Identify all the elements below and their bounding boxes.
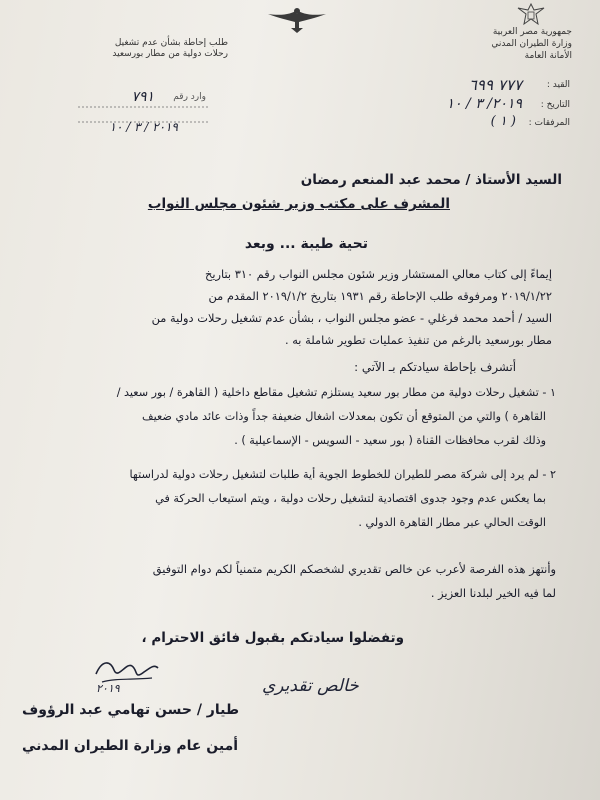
attachments-value: ( ١ ): [490, 114, 516, 129]
point-2-line: الوقت الحالي عبر مطار القاهرة الدولي .: [358, 516, 546, 529]
ministry-block: [491, 26, 572, 62]
point-1-line: القاهرة ) والتي من المتوقع أن تكون بمعدلات اشغال ضعيفة جداً وذات عائد مادي ضعيف: [142, 410, 546, 423]
closing-line: وأنتهز هذه الفرصة لأعرب عن خالص تقديري لشخصكم الكريم متمنياً لكم دوام التوفيق: [152, 562, 556, 576]
subject-line: طلب إحاطة بشأن عدم تشغيل: [114, 38, 228, 48]
point-2-line: ٢ - لم يرد إلى شركة مصر للطيران للخطوط الجوية أية طلبات لتشغيل رحلات دولية لدراستها: [129, 468, 556, 481]
subject-block: [68, 38, 228, 60]
subject-line: رحلات دولية من مطار بورسعيد: [112, 49, 228, 59]
attachments-label: المرفقات :: [528, 118, 570, 128]
intro-line: السيد / أحمد محمد فرغلي - عضو مجلس النواب ، بشأن عدم تشغيل رحلات دولية من: [151, 311, 552, 325]
ministry-line: جمهورية مصر العربية: [492, 27, 572, 37]
point-1-line: ١ - تشغيل رحلات دولية من مطار بور سعيد يستلزم تشغيل مقاطع داخلية ( القاهرة / بور سعيد /: [116, 386, 556, 399]
date-label: التاريخ :: [540, 100, 570, 110]
ministry-line: الأمانة العامة: [524, 51, 572, 61]
issue-label: القيد :: [546, 80, 570, 90]
recipient-position: المشرف على مكتب وزير شئون مجلس النواب: [147, 196, 450, 212]
signature-date: ٢٠١٩: [96, 682, 120, 695]
incoming-label: وارد رقم: [173, 92, 206, 102]
republic-eagle-icon: [516, 2, 546, 26]
regards-line: وتفضلوا سيادتكم بقبول فائق الاحترام ،: [141, 630, 404, 646]
intro-line: مطار بورسعيد بالرغم من تنفيذ عمليات تطوير شاملة به .: [284, 333, 552, 347]
intro-line: ٢٠١٩/١/٢٢ ومرفوقه طلب الإحاطة رقم ١٩٣١ بتاريخ ٢٠١٩/١/٢ المقدم من: [208, 289, 552, 303]
closing-line: لما فيه الخير لبلدنا العزيز .: [430, 586, 556, 600]
signer-title: أمين عام وزارة الطيران المدني: [22, 738, 239, 754]
greeting: تحية طيبة ... وبعد: [244, 236, 368, 252]
intro-line: إيماءً إلى كتاب معالي المستشار وزير شئون مجلس النواب رقم ٣١٠ بتاريخ: [204, 267, 552, 281]
point-2-line: بما يعكس عدم وجود جدوى اقتصادية لتشغيل رحلات دولية ، ويتم استيعاب الحركة في: [155, 492, 546, 505]
recipient-title: السيد الأستاذ / محمد عبد المنعم رمضان: [300, 172, 562, 188]
incoming-number: ٧٩١: [131, 89, 154, 105]
aviation-emblem-icon: [266, 4, 328, 34]
incoming-stamp: [78, 89, 208, 136]
handwritten-note: خالص تقديري: [262, 676, 359, 696]
ministry-line: وزارة الطيران المدني: [491, 39, 572, 49]
signer-name: طيار / حسن تهامي عبد الرؤوف: [22, 702, 240, 718]
issue-number: ٧٧٧ ٦٩٩: [468, 76, 522, 94]
point-1-line: وذلك لقرب محافظات القناة ( بور سعيد - السويس - الإسماعيلية ) .: [234, 434, 546, 447]
incoming-date: ٢٠١٩ / ٣ / ١٠: [109, 120, 178, 134]
date-value: ٢٠١٩/ ٣ / ١٠: [446, 96, 522, 112]
notice-line: أتشرف بإحاطة سيادتكم بـ الآتي :: [354, 360, 516, 374]
